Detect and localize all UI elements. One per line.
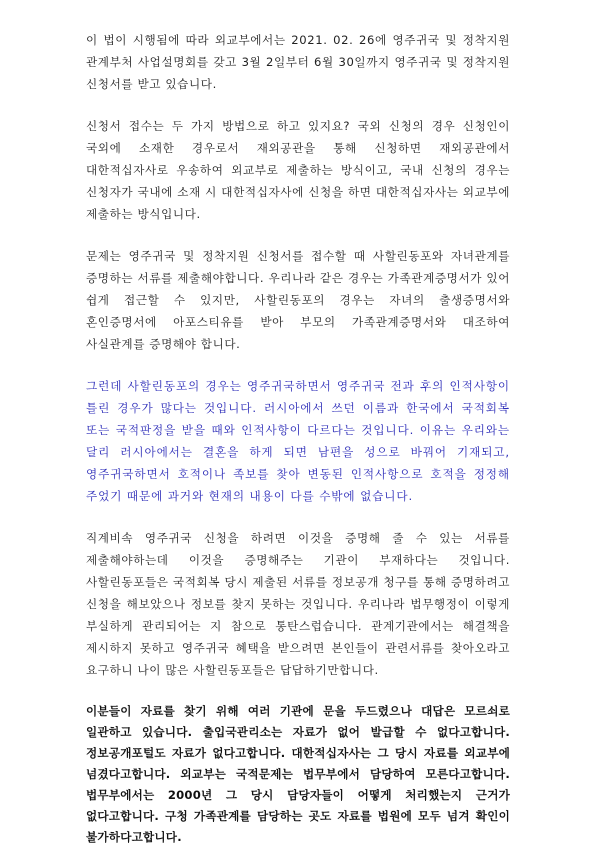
paragraph-5: 직계비속 영주귀국 신청을 하려면 이것을 증명해 줄 수 있는 서류를 제출해야하는데 이것을 증명해주는 기관이 부재하다는 것입니다. 사할린동포들은 국적회복 당시 제출된 서류를 정보공개 청구를 통해 증명하려고 신청을 해보았으나 정보를 찾지 못하는 것입니다. 우리나라 법무행정이 이렇게 부실하게 관리되어는 지 참으로 통탄스럽습니다. 관계기관에서는 해결책을 제시하지 못하고 영주귀국 혜택을 받으려면 본인들이 관련서류를 찾아오라고 요구하니 나이 많은 사할린동포들은 답답하기만합니다. <box>86 531 510 677</box>
paragraph-2: 신청서 접수는 두 가지 방법으로 하고 있지요? 국외 신청의 경우 신청인이 국외에 소재한 경우로서 재외공관을 통해 신청하면 재외공관에서 대한적십자사로 우송하여 외교부로 제출하는 방식이고, 국내 신청의 경우는 신청자가 국내에 소재 시 대한적십자사에 신청을 하면 대한적십자사는 외교부에 제출하는 방식입니다. <box>86 119 510 221</box>
paragraph-6-bold: 이분들이 자료를 찾기 위해 여러 기관에 문을 두드렸으나 대답은 모르쇠로 일관하고 있습니다. 출입국관리소는 자료가 없어 발급할 수 없다고합니다. 정보공개포털도 자료가 없다고합니다. 대한적십자사는 그 당시 자료를 외교부에 넘겼다고합니다. 외교부는 국적문제는 법무부에서 담당하여 모른다고합니다. 법무부에서는 2000년 그 당시 담당자들이 어떻게 처리했는지 근거가 없다고합니다. 구청 가족관계를 담당하는 곳도 자료를 법원에 모두 넘겨 확인이 불가하다고합니다. <box>86 704 510 844</box>
paragraph-4-highlighted: 그런데 사할린동포의 경우는 영주귀국하면서 영주귀국 전과 후의 인적사항이 틀린 경우가 많다는 것입니다. 러시아에서 쓰던 이름과 한국에서 국적회복 또는 국적판정을 받을 때와 인적사항이 다르다는 것입니다. 이유는 우리와는 달리 러시아에서는 결혼을 하게 되면 남편을 성으로 바꿔어 기재되고, 영주귀국하면서 호적이나 족보를 찾아 변동된 인적사항으로 호적을 정정해 주었기 때문에 과거와 현재의 내용이 다를 수밖에 없습니다. <box>86 379 510 503</box>
paragraph-3: 문제는 영주귀국 및 정착지원 신청서를 접수할 때 사할린동포와 자녀관계를 증명하는 서류를 제출해야합니다. 우리나라 같은 경우는 가족관계증명서가 있어 쉽게 접근할 수 있지만, 사할린동포의 경우는 자녀의 출생증명서와 혼인증명서에 아포스티유를 받아 부모의 가족관계증명서와 대조하여 사실관계를 증명해야 합니다. <box>86 249 510 351</box>
document-body <box>86 29 510 848</box>
paragraph-1: 이 법이 시행됨에 따라 외교부에서는 2021. 02. 26에 영주귀국 및 정착지원 관계부처 사업설명회를 갖고 3월 2일부터 6월 30일까지 영주귀국 및 정착지원 신청서를 받고 있습니다. <box>86 33 510 91</box>
